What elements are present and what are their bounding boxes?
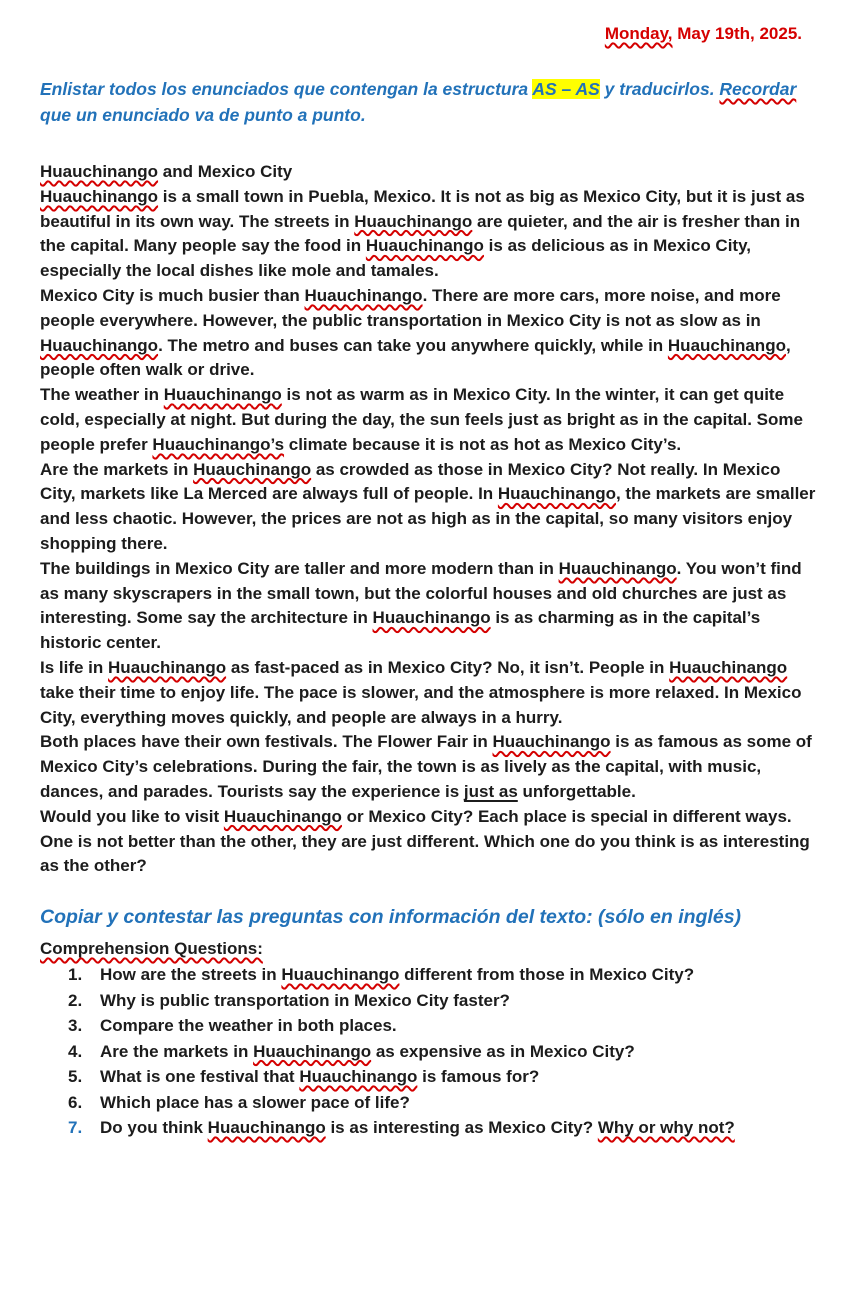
question-text [100, 988, 820, 1014]
spellcheck-flagged-word: Huauchinango [497, 484, 616, 504]
text-run: que un enunciado va de punto a punto. [40, 105, 366, 125]
paragraph [40, 805, 820, 879]
question-text [100, 1039, 820, 1065]
paragraph [40, 458, 820, 557]
text-run: Do you think [100, 1118, 208, 1138]
text-run: , people often walk or drive. [40, 335, 791, 380]
paragraph [40, 656, 820, 730]
text-run: Mexico City is much busier than [40, 285, 305, 305]
text-run: Why is public transportation in Mexico City faster? [100, 990, 510, 1010]
spellcheck-flagged-word: Huauchinango [372, 608, 491, 628]
paragraph [40, 730, 820, 804]
text-run: Enlistar todos los enunciados que contengan la estructura [40, 79, 533, 99]
text-run: and Mexico City [158, 162, 293, 181]
question-text [100, 1115, 820, 1141]
spellcheck-flagged-word: Huauchinango [163, 385, 282, 405]
paragraph [40, 383, 820, 457]
text-run: is famous for? [417, 1067, 540, 1087]
text-run: y traducirlos. [599, 79, 720, 99]
spellcheck-flagged-word: Huauchinango [40, 186, 159, 206]
spellcheck-flagged-word: Huauchinango [558, 558, 677, 578]
text-run: is a small town in Puebla, Mexico. It is not as big as Mexico City, but it is just as beautiful in its own way. The streets in [40, 186, 805, 231]
spellcheck-flagged-word: Recordar [719, 79, 797, 99]
reading-title [40, 160, 820, 185]
text-run: is as delicious as in Mexico City, especially the local dishes like mole and tamales. [40, 236, 752, 281]
date-line [40, 22, 820, 46]
text-run: different from those in Mexico City? [399, 965, 695, 985]
question-text [100, 1013, 820, 1039]
text-run: Both places have their own festivals. The Flower Fair in [40, 732, 493, 752]
reading-text [40, 160, 820, 879]
text-run: is not as warm as in Mexico City. In the winter, it can get quite cold, especially at night. But during the day, the sun feels just as bright as in the capital. Some people prefer [40, 385, 803, 454]
question-text [100, 962, 820, 988]
text-run: May 19th, 2025. [672, 24, 802, 43]
text-run: . There are more cars, more noise, and more people everywhere. However, the public transportation in Mexico City is not as slow as in [40, 285, 781, 330]
spellcheck-flagged-word: Huauchinango [281, 965, 400, 985]
spellcheck-flagged-word: Why or why not? [597, 1118, 735, 1138]
highlighted-text: AS – AS [532, 79, 600, 99]
paragraph [40, 557, 820, 656]
question-item [40, 988, 820, 1014]
text-run: is as famous as some of Mexico City’s celebrations. During the fair, the town is as lively as the capital, with music, dances, and parades. Tourists say the experience is [40, 732, 812, 801]
question-number: 6. [68, 1092, 83, 1112]
question-number: 7. [68, 1118, 83, 1138]
question-number: 5. [68, 1067, 83, 1087]
question-item [40, 1064, 820, 1090]
text-run: as fast-paced as in Mexico City? No, it isn’t. People in [226, 657, 670, 677]
spellcheck-flagged-word: Huauchinango [40, 162, 159, 181]
spellcheck-flagged-word: Huauchinango [304, 285, 423, 305]
question-item [40, 1115, 820, 1141]
text-run: The buildings in Mexico City are taller and more modern than in [40, 558, 559, 578]
spellcheck-flagged-word: Huauchinango [365, 236, 484, 256]
text-run: take their time to enjoy life. The pace is slower, and the atmosphere is more relaxed. In Mexico City, everything moves quickly, and people are always in a hurry. [40, 682, 802, 727]
spellcheck-flagged-word: Huauchinango [193, 459, 312, 479]
text-run: . You won’t find as many skyscrapers in the small town, but the colorful houses and old churches are just as interesting. Some say the architecture in [40, 558, 802, 628]
paragraph [40, 185, 820, 284]
text-run: Compare the weather in both places. [100, 1016, 397, 1036]
spellcheck-flagged-word: Huauchinango [223, 806, 342, 826]
text-run: are quieter, and the air is fresher than in the capital. Many people say the food in [40, 211, 801, 256]
question-text [100, 1090, 820, 1116]
spellcheck-flagged-word: Huauchinango [354, 211, 473, 231]
spellcheck-flagged-word: Monday, [604, 24, 673, 43]
underlined-text: just as [463, 781, 518, 801]
question-number: 2. [68, 990, 83, 1010]
text-run: , the markets are smaller and less chaotic. However, the prices are not as high as in the capital, so many visitors enjoy shopping there. [40, 484, 816, 553]
spellcheck-flagged-word: Huauchinango [669, 657, 788, 677]
paragraph [40, 284, 820, 383]
text-run: is as charming as in the capital’s historic center. [40, 608, 761, 653]
spellcheck-flagged-word: Huauchinango [253, 1041, 372, 1061]
spellcheck-flagged-word: Huauchinango [207, 1118, 326, 1138]
text-run: is as interesting as Mexico City? [325, 1118, 598, 1138]
text-run: Is life in [40, 657, 109, 677]
text-run: How are the streets in [100, 965, 282, 985]
text-run: Would you like to visit [40, 806, 224, 826]
text-run: unforgettable. [517, 781, 636, 801]
question-number: 3. [68, 1016, 83, 1036]
comprehension-questions-label [40, 936, 820, 962]
text-run: Are the markets in [100, 1041, 254, 1061]
question-text [100, 1064, 820, 1090]
text-run: Which place has a slower pace of life? [100, 1092, 410, 1112]
question-number: 1. [68, 965, 83, 985]
questions-list [40, 962, 820, 1141]
spellcheck-flagged-word: Huauchinango’s [152, 434, 285, 454]
question-item [40, 962, 820, 988]
spellcheck-flagged-word: Huauchinango [492, 732, 611, 752]
text-run: . The metro and buses can take you anywhere quickly, while in [158, 335, 668, 355]
question-item [40, 1013, 820, 1039]
question-item [40, 1039, 820, 1065]
spellcheck-flagged-word: Huauchinango [40, 335, 159, 355]
question-item [40, 1090, 820, 1116]
section-heading: Copiar y contestar las preguntas con información del texto: (sólo en inglés) [40, 906, 742, 929]
instructions-paragraph [40, 76, 820, 128]
spellcheck-flagged-word: Huauchinango [299, 1067, 418, 1087]
text-run: as crowded as those in Mexico City? Not really. In Mexico City, markets like La Merced are always full of people. In [40, 459, 781, 504]
text-run: or Mexico City? Each place is special in different ways. One is not better than the other, they are just different. Which one do you think is as interesting as the other? [40, 806, 810, 876]
text-run: What is one festival that [100, 1067, 300, 1087]
text-run: The weather in [40, 385, 164, 405]
spellcheck-flagged-word: Huauchinango [667, 335, 786, 355]
spellcheck-flagged-word: Comprehension Questions: [40, 939, 263, 959]
text-run: climate because it is not as hot as Mexico City’s. [284, 434, 682, 454]
question-number: 4. [68, 1041, 83, 1061]
text-run: Are the markets in [40, 459, 194, 479]
spellcheck-flagged-word: Huauchinango [108, 657, 227, 677]
text-run: as expensive as in Mexico City? [371, 1041, 635, 1061]
